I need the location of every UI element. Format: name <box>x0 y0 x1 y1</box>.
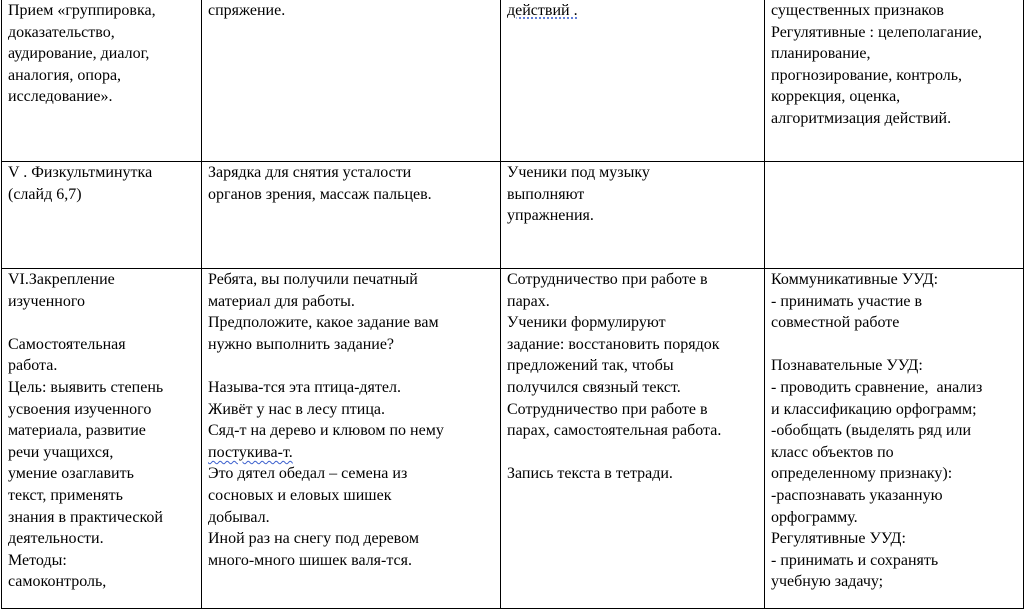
stage-line: Самостоятельная <box>8 335 126 353</box>
uud-line: орфограмму. <box>771 508 858 526</box>
teacher-cell <box>202 0 501 162</box>
teacher-line: нужно выполнить задание? <box>208 335 395 353</box>
uud-line: и классификацию орфограмм; <box>771 400 977 418</box>
stage-cell <box>2 269 202 609</box>
stage-line: материала, развитие <box>8 422 146 440</box>
teacher-line: Предположите, какое задание вам <box>208 314 439 332</box>
uud-line: существенных признаков <box>771 2 944 19</box>
stage-line: Методы: <box>8 551 67 569</box>
students-line: предложений так, чтобы <box>507 357 674 375</box>
teacher-line: органов зрения, массаж пальцев. <box>208 185 432 203</box>
teacher-line: материал для работы. <box>208 292 355 310</box>
students-cell <box>501 162 765 269</box>
uud-line: Познавательные УУД: <box>771 357 923 375</box>
stage-line <box>8 312 197 334</box>
uud-cell <box>765 162 1024 269</box>
students-cell <box>501 269 765 609</box>
table-row <box>2 162 1024 269</box>
uud-line: Коммуникативные УУД: <box>771 271 939 288</box>
students-line: получился связный текст. <box>507 378 681 396</box>
stage-line: VI.Закрепление <box>8 271 115 288</box>
uud-line: коррекция, оценка, <box>771 88 901 106</box>
stage-line: деятельности. <box>8 530 104 548</box>
uud-line: алгоритмизация действий. <box>771 109 952 127</box>
teacher-line: добывал. <box>208 508 270 526</box>
teacher-line: спряжение. <box>208 2 286 19</box>
students-line: Сотрудничество при работе в <box>507 271 708 288</box>
uud-line: - принимать участие в <box>771 292 923 310</box>
students-line: упражнения. <box>507 207 594 225</box>
students-line: Сотрудничество при работе в <box>507 400 708 418</box>
uud-cell <box>765 0 1024 162</box>
stage-line: текст, применять <box>8 486 123 504</box>
teacher-line: постукива-т. <box>208 443 293 461</box>
teacher-cell <box>202 269 501 609</box>
students-cell <box>501 0 765 162</box>
stage-line: аналогия, опора, <box>8 66 122 84</box>
stage-line: исследование». <box>8 88 113 106</box>
stage-cell <box>2 0 202 162</box>
stage-cell <box>2 162 202 269</box>
students-line: парах, самостоятельная работа. <box>507 422 722 440</box>
students-line: парах. <box>507 292 550 310</box>
table-row <box>2 0 1024 162</box>
stage-line: аудирование, диалог, <box>8 45 150 63</box>
teacher-line: много-много шишек валя-тся. <box>208 551 413 569</box>
uud-line: Регулятивные УУД: <box>771 530 906 548</box>
teacher-line: Это дятел обедал – семена из <box>208 465 408 483</box>
teacher-cell <box>202 162 501 269</box>
uud-line <box>771 334 1019 356</box>
stage-line: речи учащихся, <box>8 443 114 461</box>
uud-line: совместной работе <box>771 314 900 332</box>
uud-line: определенному признаку): <box>771 465 953 483</box>
teacher-line: Зарядка для снятия усталости <box>208 164 412 181</box>
stage-line: доказательство, <box>8 23 115 41</box>
teacher-line: сосновых и еловых шишек <box>208 486 392 504</box>
students-line: действий . <box>507 2 578 19</box>
teacher-line: Ребята, вы получили печатный <box>208 271 418 288</box>
stage-line: Прием «группировка, <box>8 2 156 19</box>
uud-line: класс объектов по <box>771 443 894 461</box>
uud-line: -распознавать указанную <box>771 486 943 504</box>
teacher-line: Иной раз на снегу под деревом <box>208 530 419 548</box>
uud-cell <box>765 269 1024 609</box>
stage-line: самоконтроль, <box>8 573 107 591</box>
uud-line: планирование, <box>771 45 871 63</box>
stage-line: V . Физкультминутка <box>8 164 153 181</box>
stage-line: (слайд 6,7) <box>8 185 82 203</box>
students-line: Ученики под музыку <box>507 164 650 181</box>
uud-line: -обобщать (выделять ряд или <box>771 422 972 440</box>
teacher-line: Называ-тся эта птица-дятел. <box>208 378 401 396</box>
uud-line: Регулятивные : целеполагание, <box>771 23 983 41</box>
table-row <box>2 269 1024 609</box>
stage-line: работа. <box>8 357 58 375</box>
students-line: выполняют <box>507 185 585 203</box>
students-line <box>507 442 760 464</box>
stage-line: умение озаглавить <box>8 465 134 483</box>
teacher-line: Сяд-т на дерево и клювом по нему <box>208 422 444 440</box>
uud-line: учебную задачу; <box>771 573 884 591</box>
students-line: Ученики формулируют <box>507 314 666 332</box>
teacher-line <box>208 355 496 377</box>
stage-line: усвоения изученного <box>8 400 152 418</box>
stage-line: изученного <box>8 292 85 310</box>
uud-line: - проводить сравнение, анализ <box>771 378 983 396</box>
teacher-line: Живёт у нас в лесу птица. <box>208 400 386 418</box>
uud-line: прогнозирование, контроль, <box>771 66 963 84</box>
students-line: Запись текста в тетради. <box>507 465 673 483</box>
uud-line: - принимать и сохранять <box>771 551 939 569</box>
stage-line: Цель: выявить степень <box>8 378 164 396</box>
stage-line: знания в практической <box>8 508 163 526</box>
lesson-plan-table <box>1 0 1024 609</box>
students-line: задание: восстановить порядок <box>507 335 720 353</box>
